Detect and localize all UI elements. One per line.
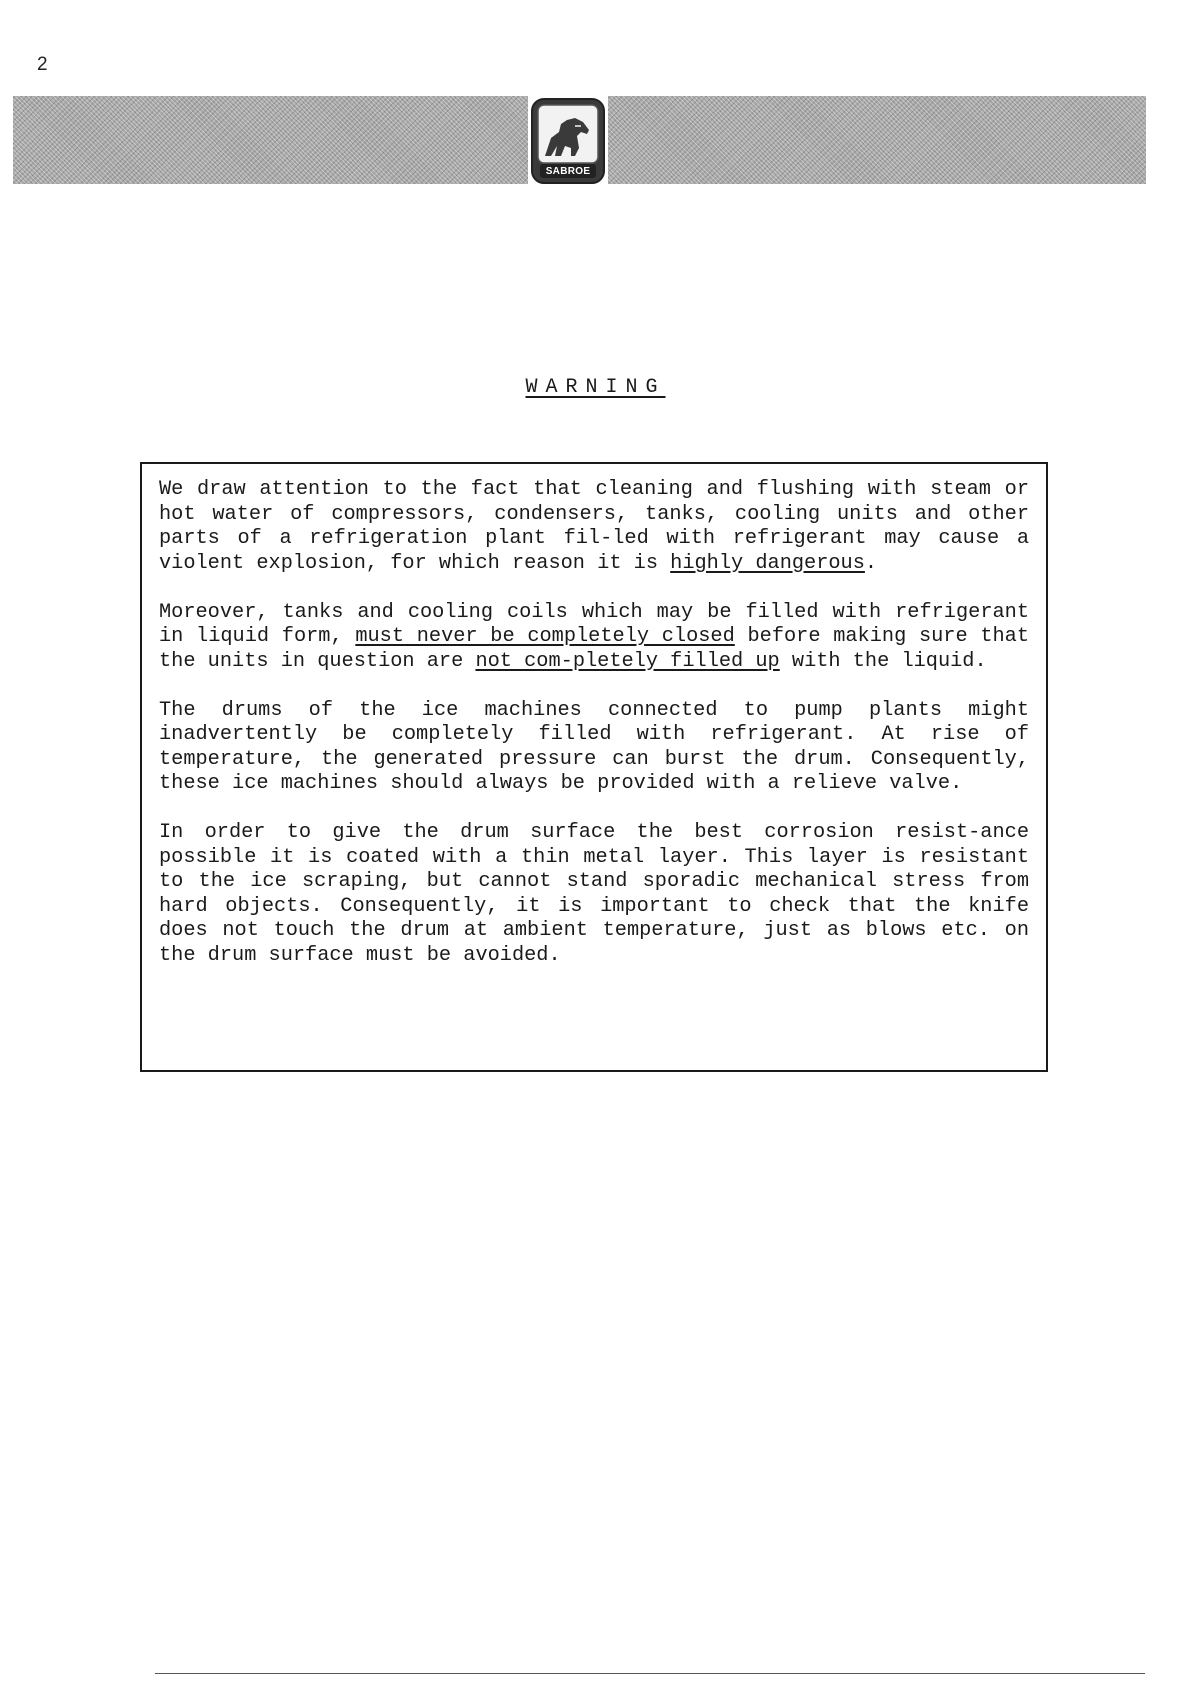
warning-paragraph: [159, 699, 1029, 797]
warning-paragraph: [159, 821, 1029, 968]
logo-text: SABROE: [545, 166, 591, 177]
warning-title: WARNING: [525, 376, 666, 399]
text-segment: Moreover, tanks and cooling coils which may be filled with refrigerant in liquid form,: [159, 600, 1029, 648]
text-segment: .: [864, 551, 878, 575]
page-number: 2: [37, 54, 48, 75]
warning-box: [140, 462, 1048, 1072]
text-segment: We draw attention to the fact that cleaning and flushing with steam or hot water of compressors, condensers, tanks, cooling units and other parts of a refrigeration plant fil-led with refrigerant may cause a violent explosion, for which reason it is: [159, 478, 1029, 575]
sabroe-logo: [531, 98, 605, 184]
header-band-right: [608, 96, 1146, 184]
underlined-phrase: highly dangerous: [670, 551, 865, 575]
text-segment: with the liquid.: [779, 649, 987, 673]
text-segment: before making sure that the units in question are: [159, 625, 1030, 673]
underlined-phrase: must never be completely closed: [355, 625, 735, 648]
header-band-left: [13, 96, 528, 184]
underlined-phrase: not com-pletely filled up: [475, 649, 780, 673]
warning-paragraph: [159, 601, 1029, 675]
text-segment: The drums of the ice machines connected to pump plants might inadvertently be completely filled with refrigerant. At rise of temperature, the generated pressure can burst the drum. Consequently, these ice machines should always be provided with a relieve valve.: [159, 698, 1029, 795]
footer-rule: [155, 1673, 1145, 1674]
warning-paragraph: [159, 478, 1029, 576]
text-segment: In order to give the drum surface the best corrosion resist-ance possible it is coated with a thin metal layer. This layer is resistant to the ice scraping, but cannot stand sporadic mechanical stress from hard objects. Consequently, it is important to check that the knife does not touch the drum at ambient temperature, just as blows etc. on the drum surface must be avoided.: [159, 821, 1029, 967]
